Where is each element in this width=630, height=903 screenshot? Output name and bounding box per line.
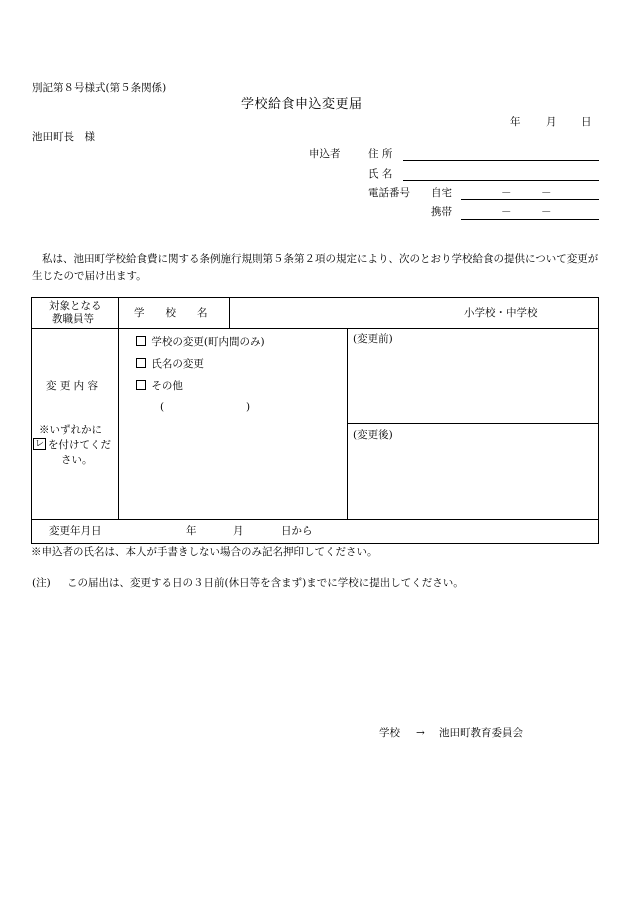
checkbox-icon[interactable] — [136, 358, 146, 368]
mobile-phone-field[interactable] — [461, 219, 599, 220]
change-date-from: 日から — [281, 525, 313, 537]
school-name-field[interactable] — [230, 299, 458, 327]
change-content-label: 変 更 内 容 — [46, 380, 99, 392]
note-mark: (注) — [32, 577, 51, 589]
applicant-label: 申込者 — [309, 148, 341, 160]
check-mark-icon: レ — [35, 439, 45, 449]
checkbox-icon[interactable] — [136, 380, 146, 390]
other-detail-field[interactable] — [168, 400, 244, 414]
checkbox-icon[interactable] — [136, 336, 146, 346]
target-label-line-1: 対象となる — [49, 300, 102, 312]
change-date-month: 月 — [233, 525, 244, 537]
option-school-change[interactable]: 学校の変更(町内間のみ) — [136, 336, 265, 348]
target-label-line-2: 教職員等 — [52, 313, 94, 325]
option-other[interactable]: その他 — [136, 380, 183, 392]
school-type-options[interactable]: 小学校・中学校 — [464, 307, 538, 319]
routing-from: 学校 — [379, 727, 400, 739]
check-note-line-2: レ を付けてくだ — [35, 439, 112, 451]
mobile-phone-dash-1: － — [501, 206, 512, 218]
phone-label: 電話番号 — [368, 187, 410, 199]
home-phone-dash-1: － — [501, 187, 512, 199]
signature-footnote: ※申込者の氏名は、本人が手書きしない場合のみ記名押印してください。 — [31, 546, 378, 558]
home-phone-label: 自宅 — [431, 187, 452, 199]
check-note-line-3: さい。 — [61, 454, 93, 466]
change-date-field[interactable] — [132, 521, 362, 541]
option-name-change[interactable]: 氏名の変更 — [136, 358, 204, 370]
date-day-label: 日 — [581, 116, 592, 128]
mobile-phone-label: 携帯 — [431, 206, 452, 218]
other-paren-open: ( — [160, 401, 165, 413]
home-phone-field[interactable] — [461, 199, 599, 200]
date-month-label: 月 — [546, 116, 557, 128]
recipient: 池田町長 様 — [32, 131, 95, 143]
routing-to: 池田町教育委員会 — [439, 727, 523, 739]
declaration-text: 私は、池田町学校給食費に関する条例施行規則第５条第２項の規定により、次のとおり学校給食の提供について変更が生じたので届け出ます。 — [32, 253, 599, 282]
school-name-label: 学 校 名 — [134, 307, 208, 319]
home-phone-dash-2: － — [541, 187, 552, 199]
arrow-right-icon: → — [416, 727, 425, 739]
name-field[interactable] — [403, 180, 599, 181]
before-change-label: (変更前) — [353, 333, 393, 345]
form-reference: 別記第８号様式(第５条関係) — [32, 82, 167, 94]
after-change-label: (変更後) — [353, 429, 393, 441]
page-title: 学校給食申込変更届 — [241, 97, 363, 112]
change-form-table — [31, 297, 599, 544]
mobile-phone-dash-2: － — [541, 206, 552, 218]
after-change-field[interactable] — [348, 425, 598, 519]
address-field[interactable] — [403, 160, 599, 161]
other-paren-close: ) — [246, 401, 251, 413]
change-date-year: 年 — [186, 525, 197, 537]
check-note-line-1: ※いずれかに — [39, 424, 102, 436]
date-year-label: 年 — [510, 116, 521, 128]
name-label: 氏 名 — [368, 168, 393, 180]
address-label: 住 所 — [368, 148, 393, 160]
submission-note: この届出は、変更する日の３日前(休日等を含まず)までに学校に提出してください。 — [67, 577, 464, 589]
change-date-label: 変更年月日 — [49, 525, 102, 537]
before-change-field[interactable] — [348, 329, 598, 423]
